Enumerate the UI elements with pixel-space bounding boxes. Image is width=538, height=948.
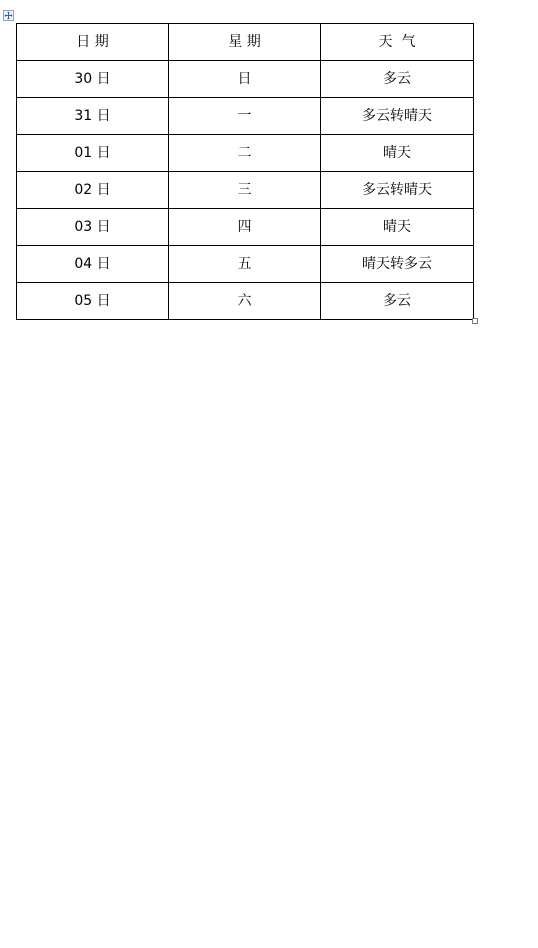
table-row (17, 209, 474, 246)
cell-date[interactable]: 02 日 (17, 172, 169, 209)
table-row (17, 135, 474, 172)
weather-table (16, 23, 474, 320)
table-move-handle-icon[interactable] (3, 10, 14, 21)
cell-date[interactable]: 04 日 (17, 246, 169, 283)
cell-weekday[interactable]: 一 (169, 98, 321, 135)
cell-weekday[interactable]: 三 (169, 172, 321, 209)
cell-weather[interactable]: 晴天 (321, 209, 474, 246)
cell-weekday[interactable]: 六 (169, 283, 321, 320)
cell-weather[interactable]: 晴天转多云 (321, 246, 474, 283)
cell-weekday[interactable]: 五 (169, 246, 321, 283)
cell-weather[interactable]: 多云转晴天 (321, 98, 474, 135)
table-resize-icon[interactable] (472, 318, 478, 324)
header-cell-weekday[interactable]: 星 期 (169, 24, 321, 61)
header-cell-weather[interactable]: 天 气 (321, 24, 474, 61)
cell-date[interactable]: 03 日 (17, 209, 169, 246)
cell-weather[interactable]: 多云 (321, 283, 474, 320)
cell-date[interactable]: 05 日 (17, 283, 169, 320)
cell-date[interactable]: 01 日 (17, 135, 169, 172)
move-arrows-icon (4, 11, 13, 20)
header-cell-date[interactable]: 日 期 (17, 24, 169, 61)
table-row (17, 246, 474, 283)
table-row (17, 61, 474, 98)
cell-weekday[interactable]: 二 (169, 135, 321, 172)
cell-weekday[interactable]: 日 (169, 61, 321, 98)
cell-weather[interactable]: 多云转晴天 (321, 172, 474, 209)
table-row (17, 172, 474, 209)
table-row (17, 98, 474, 135)
cell-date[interactable]: 30 日 (17, 61, 169, 98)
cell-weekday[interactable]: 四 (169, 209, 321, 246)
cell-weather[interactable]: 晴天 (321, 135, 474, 172)
cell-weather[interactable]: 多云 (321, 61, 474, 98)
cell-date[interactable]: 31 日 (17, 98, 169, 135)
table-header-row (17, 24, 474, 61)
table-row (17, 283, 474, 320)
